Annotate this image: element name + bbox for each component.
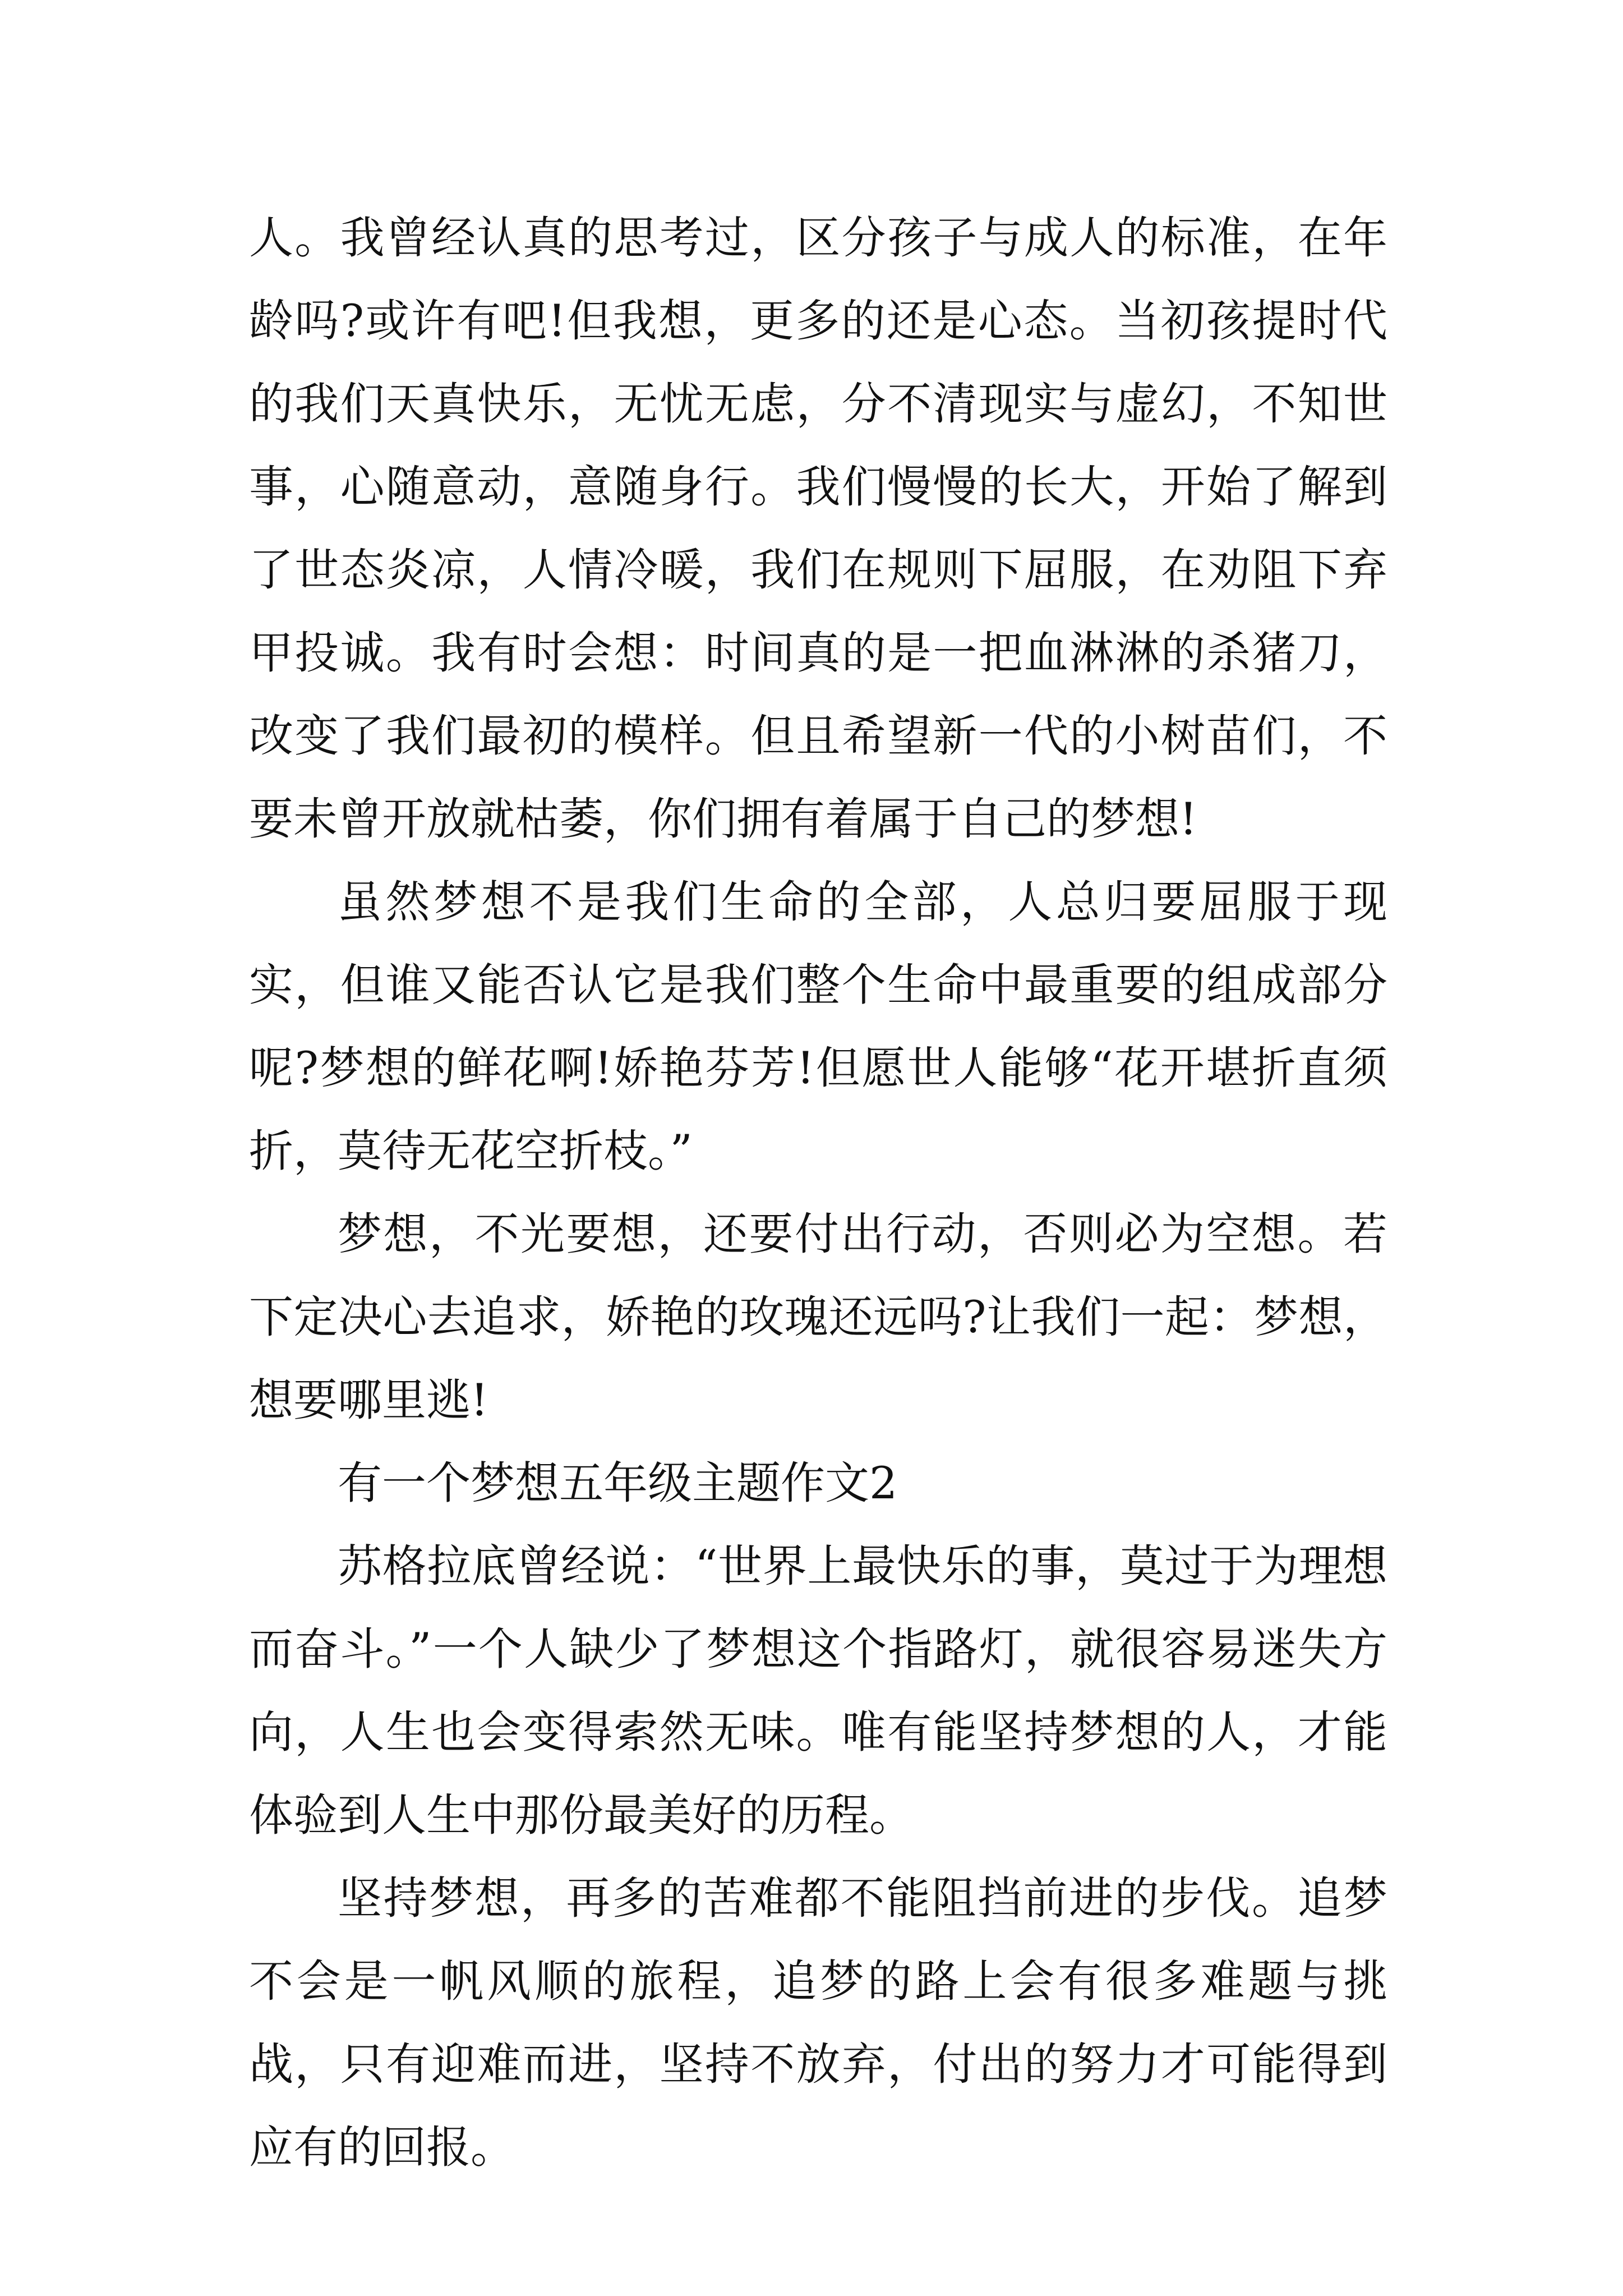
essay-title: 有一个梦想五年级主题作文2: [338, 1457, 898, 1509]
paragraph-dream-action: 梦想，不光要想，还要付出行动，否则必为空想。若下定决心去追求，娇艳的玫瑰还远吗?让我们一起：梦想，想要哪里逃!: [249, 1208, 1387, 1426]
paragraph-socrates-quote: 苏格拉底曾经说：“世界上最快乐的事，莫过于为理想而奋斗。”一个人缺少了梦想这个指路灯，就很容易迷失方向，人生也会变得索然无味。唯有能坚持梦想的人，才能体验到人生中那份最美好的历程。: [249, 1540, 1387, 1841]
paragraph-dream-importance: 虽然梦想不是我们生命的全部，人总归要屈服于现实，但谁又能否认它是我们整个生命中最重要的组成部分呢?梦想的鲜花啊!娇艳芬芳!但愿世人能够“花开堪折直须折，莫待无花空折枝。”: [249, 876, 1387, 1177]
paragraph-persist-dream: 坚持梦想，再多的苦难都不能阻挡前进的步伐。追梦不会是一帆风顺的旅程，追梦的路上会有很多难题与挑战，只有迎难而进，坚持不放弃，付出的努力才可能得到应有的回报。: [249, 1872, 1387, 2173]
paragraph-continuation: 人。我曾经认真的思考过，区分孩子与成人的标准，在年龄吗?或许有吧!但我想，更多的还是心态。当初孩提时代的我们天真快乐，无忧无虑，分不清现实与虚幻，不知世事，心随意动，意随身行。我们慢慢的长大，开始了解到了世态炎凉，人情冷暖，我们在规则下屈服，在劝阻下弃甲投诚。我有时会想：时间真的是一把血淋淋的杀猪刀，改变了我们最初的模样。但且希望新一代的小树苗们，不要未曾开放就枯萎，你们拥有着属于自己的梦想!: [249, 212, 1387, 845]
document-body: [249, 196, 1387, 2189]
